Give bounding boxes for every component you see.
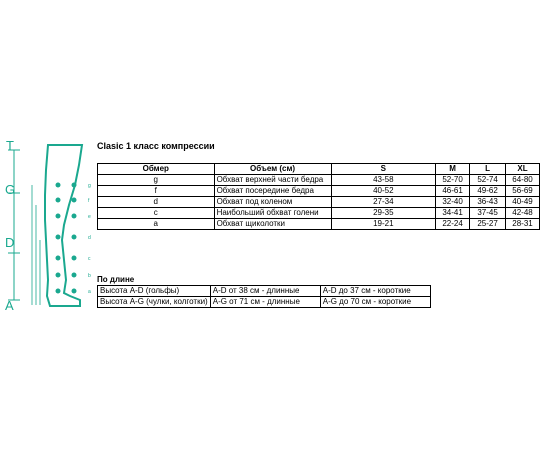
point-c-dot-right — [72, 256, 77, 261]
cell-l: 49-62 — [470, 186, 506, 197]
letter-a: A — [5, 298, 14, 313]
table-row — [98, 197, 540, 208]
point-b-dot-right — [72, 273, 77, 278]
cell-length-short: A-D до 37 см - короткие — [320, 286, 430, 297]
cell-s: 40-52 — [331, 186, 436, 197]
cell-xl: 56-69 — [506, 186, 540, 197]
point-b-dot — [56, 273, 61, 278]
point-c-label: c — [88, 256, 91, 262]
size-table — [97, 163, 540, 230]
cell-m: 22-24 — [436, 219, 470, 230]
cell-length-type: Высота A-G (чулки, колготки) — [98, 297, 211, 308]
cell-measure: d — [98, 197, 215, 208]
cell-xl: 40-49 — [506, 197, 540, 208]
letter-d: D — [5, 235, 15, 250]
point-e-label: e — [88, 214, 91, 220]
table-row — [98, 208, 540, 219]
cell-l: 25-27 — [470, 219, 506, 230]
cell-l: 52-74 — [470, 175, 506, 186]
cell-s: 19-21 — [331, 219, 436, 230]
length-table — [97, 285, 431, 308]
cell-description: Обхват верхней части бедра — [214, 175, 331, 186]
point-d-label: d — [88, 235, 91, 241]
cell-length-type: Высота A-D (гольфы) — [98, 286, 211, 297]
point-a-dot-right — [72, 289, 77, 294]
cell-m: 46-61 — [436, 186, 470, 197]
point-c-dot — [56, 256, 61, 261]
header-size-s: S — [331, 164, 436, 175]
point-g-label: g — [88, 183, 91, 189]
cell-measure: g — [98, 175, 215, 186]
point-g-dot — [56, 183, 61, 188]
cell-m: 52-70 — [436, 175, 470, 186]
table-row — [98, 186, 540, 197]
cell-measure: f — [98, 186, 215, 197]
leg-measurement-diagram — [0, 0, 100, 330]
letter-t: T — [6, 138, 14, 153]
point-f-dot-right — [72, 198, 77, 203]
cell-xl: 28-31 — [506, 219, 540, 230]
cell-xl: 42-48 — [506, 208, 540, 219]
point-f-dot — [56, 198, 61, 203]
cell-m: 32-40 — [436, 197, 470, 208]
point-d-dot-right — [72, 235, 77, 240]
cell-length-long: A-G от 71 см - длинные — [210, 297, 320, 308]
point-a-dot — [56, 289, 61, 294]
size-table-header-row — [98, 164, 540, 175]
header-measure: Обмер — [98, 164, 215, 175]
table-row — [98, 175, 540, 186]
cell-s: 27-34 — [331, 197, 436, 208]
cell-l: 36-43 — [470, 197, 506, 208]
cell-xl: 64-80 — [506, 175, 540, 186]
cell-m: 34-41 — [436, 208, 470, 219]
cell-description: Обхват щиколотки — [214, 219, 331, 230]
header-size-l: L — [470, 164, 506, 175]
header-size-m: M — [436, 164, 470, 175]
point-f-label: f — [88, 198, 90, 204]
cell-description: Обхват посередине бедра — [214, 186, 331, 197]
point-a-label: a — [88, 289, 91, 295]
table-title: Clasic 1 класс компрессии — [97, 141, 215, 151]
cell-s: 43-58 — [331, 175, 436, 186]
point-d-dot — [56, 235, 61, 240]
table-row — [98, 286, 431, 297]
point-b-label: b — [88, 273, 91, 279]
point-e-dot-right — [72, 214, 77, 219]
table-row — [98, 219, 540, 230]
cell-measure: a — [98, 219, 215, 230]
point-e-dot — [56, 214, 61, 219]
header-volume: Объем (см) — [214, 164, 331, 175]
cell-l: 37-45 — [470, 208, 506, 219]
cell-s: 29-35 — [331, 208, 436, 219]
point-g-dot-right — [72, 183, 77, 188]
cell-measure: c — [98, 208, 215, 219]
cell-length-long: A-D от 38 см - длинные — [210, 286, 320, 297]
leg-outline — [45, 145, 82, 306]
cell-description: Наибольший обхват голени — [214, 208, 331, 219]
header-size-xl: XL — [506, 164, 540, 175]
cell-length-short: A-G до 70 см - короткие — [320, 297, 430, 308]
table-row — [98, 297, 431, 308]
length-title: По длине — [97, 275, 135, 284]
letter-g: G — [5, 182, 16, 197]
cell-description: Обхват под коленом — [214, 197, 331, 208]
